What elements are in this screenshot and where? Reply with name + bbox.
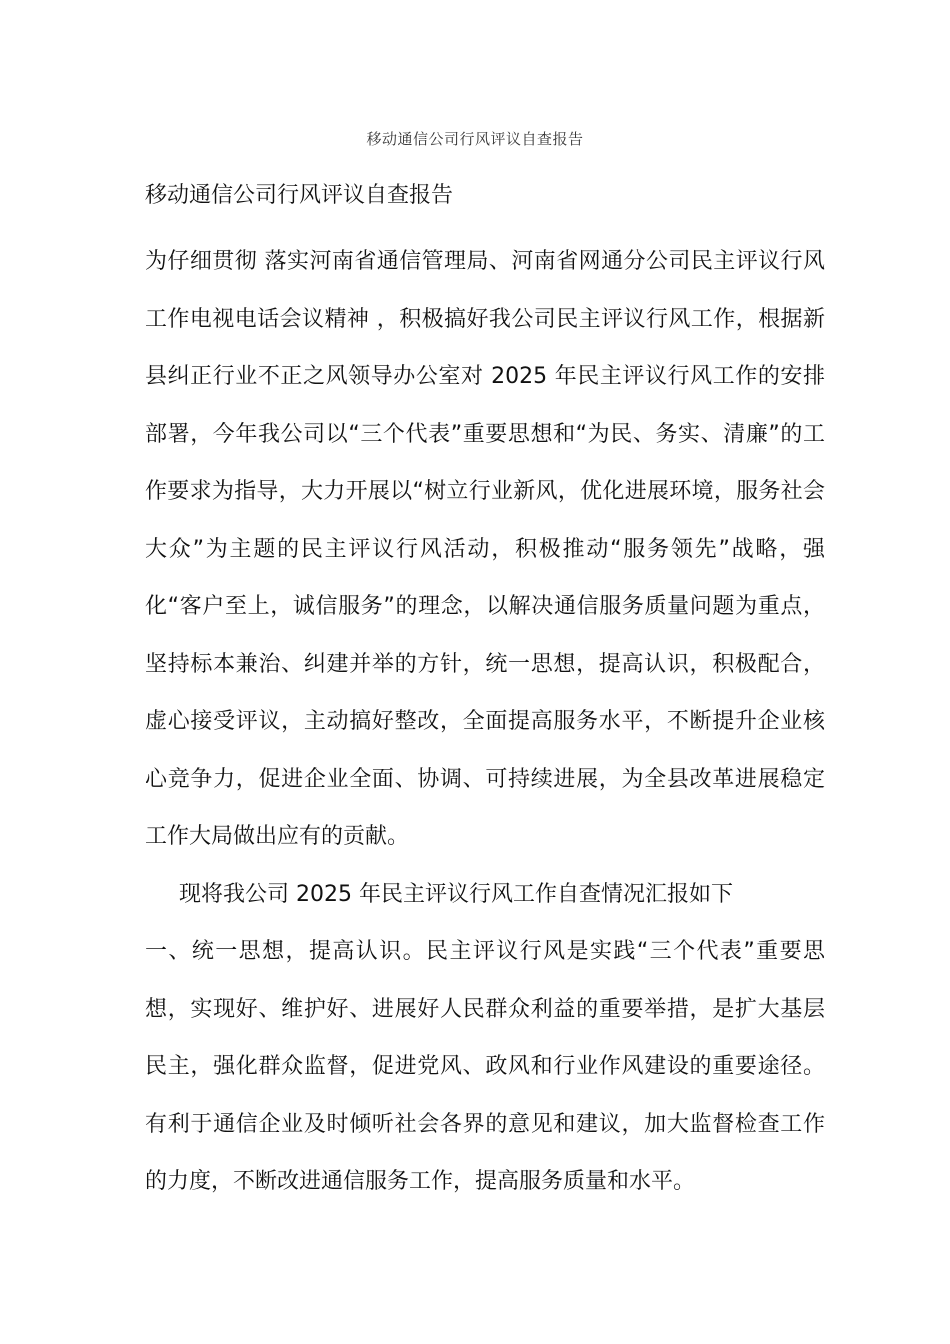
paragraph-intro: 为仔细贯彻 落实河南省通信管理局、河南省网通分公司民主评议行风工作电视电话会议精神 ，积极搞好我公司民主评议行风工作，根据新县纠正行业不正之风领导办公室对 2025 年民主评议行风工作的安排部署，今年我公司以“三个代表”重要思想和“为民、务实、清廉”的工作要求为指导，大力开展以“树立行业新风，优化进展环境，服务社会大众”为主题的民主评议行风活动，积极推动“服务领先”战略，强化“客户至上，诚信服务”的理念，以解决通信服务质量问题为重点，坚持标本兼治、纠建并举的方针，统一思想，提高认识，积极配合，虚心接受评议，主动搞好整改，全面提高服务水平，不断提升企业核心竞争力，促进企业全面、协调、可持续进展，为全县改革进展稳定工作大局做出应有的贡献。 bbox=[145, 249, 825, 849]
document-body bbox=[145, 176, 825, 1211]
running-header: 移动通信公司行风评议自查报告 bbox=[366, 130, 584, 148]
paragraph-section-one: 一、统一思想，提高认识。民主评议行风是实践“三个代表”重要思想，实现好、维护好、进展好人民群众利益的重要举措，是扩大基层民主，强化群众监督，促进党风、政风和行业作风建设的重要途径。有利于通信企业及时倾听社会各界的意见和建议，加大监督检查工作的力度，不断改进通信服务工作，提高服务质量和水平。 bbox=[145, 939, 825, 1194]
document-title: 移动通信公司行风评议自查报告 bbox=[145, 183, 454, 208]
paragraph-report-lead: 现将我公司 2025 年民主评议行风工作自查情况汇报如下 bbox=[179, 881, 733, 907]
